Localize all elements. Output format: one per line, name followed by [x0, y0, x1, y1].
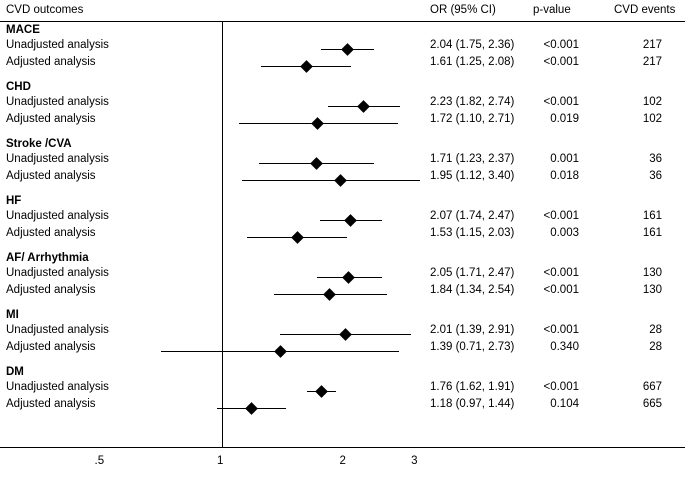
confidence-interval-line — [242, 180, 420, 182]
event-count: 665 — [642, 398, 662, 410]
row-label: Adjusted analysis — [6, 341, 96, 353]
row-label: Adjusted analysis — [6, 56, 96, 68]
or-ci-value: 1.39 (0.71, 2.73) — [430, 341, 515, 353]
row-label: Adjusted analysis — [6, 227, 96, 239]
point-estimate-marker — [357, 100, 370, 113]
row-label: Unadjusted analysis — [6, 210, 109, 222]
event-count: 36 — [649, 170, 662, 182]
point-estimate-marker — [334, 174, 347, 187]
event-count: 161 — [642, 210, 662, 222]
column-header-pvalue: p-value — [533, 4, 571, 16]
event-count: 667 — [642, 381, 662, 393]
row-label: Adjusted analysis — [6, 170, 96, 182]
p-value: <0.001 — [543, 96, 579, 108]
axis-tick-label: 3 — [411, 455, 418, 467]
column-header-outcomes: CVD outcomes — [6, 4, 84, 16]
or-ci-value: 1.72 (1.10, 2.71) — [430, 113, 515, 125]
event-count: 130 — [642, 267, 662, 279]
event-count: 217 — [642, 56, 662, 68]
group-label: MACE — [6, 24, 40, 36]
point-estimate-marker — [316, 385, 329, 398]
axis-tick-label: .5 — [94, 455, 105, 467]
group-label: HF — [6, 195, 22, 207]
group-label: MI — [6, 309, 19, 321]
event-count: 28 — [649, 341, 662, 353]
point-estimate-marker — [342, 43, 355, 56]
point-estimate-marker — [344, 214, 357, 227]
row-label: Adjusted analysis — [6, 398, 96, 410]
row-label: Adjusted analysis — [6, 284, 96, 296]
event-count: 102 — [642, 96, 662, 108]
p-value: <0.001 — [543, 267, 579, 279]
p-value: 0.003 — [550, 227, 579, 239]
row-label: Unadjusted analysis — [6, 324, 109, 336]
point-estimate-marker — [300, 60, 313, 73]
plot-area — [0, 22, 685, 447]
or-ci-value: 1.76 (1.62, 1.91) — [430, 381, 515, 393]
or-ci-value: 1.84 (1.34, 2.54) — [430, 284, 515, 296]
event-count: 102 — [642, 113, 662, 125]
axis-tick-label: 2 — [339, 455, 346, 467]
axis-line — [0, 447, 685, 448]
row-label: Unadjusted analysis — [6, 39, 109, 51]
p-value: 0.019 — [550, 113, 579, 125]
group-label: AF/ Arrhythmia — [6, 252, 89, 264]
or-ci-value: 1.71 (1.23, 2.37) — [430, 153, 515, 165]
row-label: Adjusted analysis — [6, 113, 96, 125]
point-estimate-marker — [342, 271, 355, 284]
column-header-events: CVD events — [614, 4, 676, 16]
p-value: <0.001 — [543, 381, 579, 393]
group-label: DM — [6, 366, 24, 378]
point-estimate-marker — [245, 402, 258, 415]
point-estimate-marker — [323, 288, 336, 301]
event-count: 161 — [642, 227, 662, 239]
point-estimate-marker — [274, 345, 287, 358]
or-ci-value: 2.01 (1.39, 2.91) — [430, 324, 515, 336]
p-value: <0.001 — [543, 39, 579, 51]
event-count: 130 — [642, 284, 662, 296]
or-ci-value: 2.04 (1.75, 2.36) — [430, 39, 515, 51]
reference-line — [222, 22, 223, 447]
p-value: <0.001 — [543, 324, 579, 336]
event-count: 28 — [649, 324, 662, 336]
point-estimate-marker — [291, 231, 304, 244]
p-value: 0.340 — [550, 341, 579, 353]
group-label: Stroke /CVA — [6, 138, 72, 150]
or-ci-value: 2.07 (1.74, 2.47) — [430, 210, 515, 222]
p-value: <0.001 — [543, 56, 579, 68]
or-ci-value: 1.95 (1.12, 3.40) — [430, 170, 515, 182]
or-ci-value: 2.05 (1.71, 2.47) — [430, 267, 515, 279]
event-count: 217 — [642, 39, 662, 51]
p-value: 0.104 — [550, 398, 579, 410]
event-count: 36 — [649, 153, 662, 165]
p-value: <0.001 — [543, 210, 579, 222]
p-value: 0.001 — [550, 153, 579, 165]
group-label: CHD — [6, 81, 31, 93]
row-label: Unadjusted analysis — [6, 267, 109, 279]
row-label: Unadjusted analysis — [6, 381, 109, 393]
point-estimate-marker — [339, 328, 352, 341]
row-label: Unadjusted analysis — [6, 96, 109, 108]
or-ci-value: 2.23 (1.82, 2.74) — [430, 96, 515, 108]
column-header-or: OR (95% CI) — [430, 4, 496, 16]
point-estimate-marker — [311, 117, 324, 130]
row-label: Unadjusted analysis — [6, 153, 109, 165]
or-ci-value: 1.61 (1.25, 2.08) — [430, 56, 515, 68]
or-ci-value: 1.18 (0.97, 1.44) — [430, 398, 515, 410]
p-value: 0.018 — [550, 170, 579, 182]
axis-tick-label: 1 — [217, 455, 224, 467]
point-estimate-marker — [310, 157, 323, 170]
or-ci-value: 1.53 (1.15, 2.03) — [430, 227, 515, 239]
p-value: <0.001 — [543, 284, 579, 296]
